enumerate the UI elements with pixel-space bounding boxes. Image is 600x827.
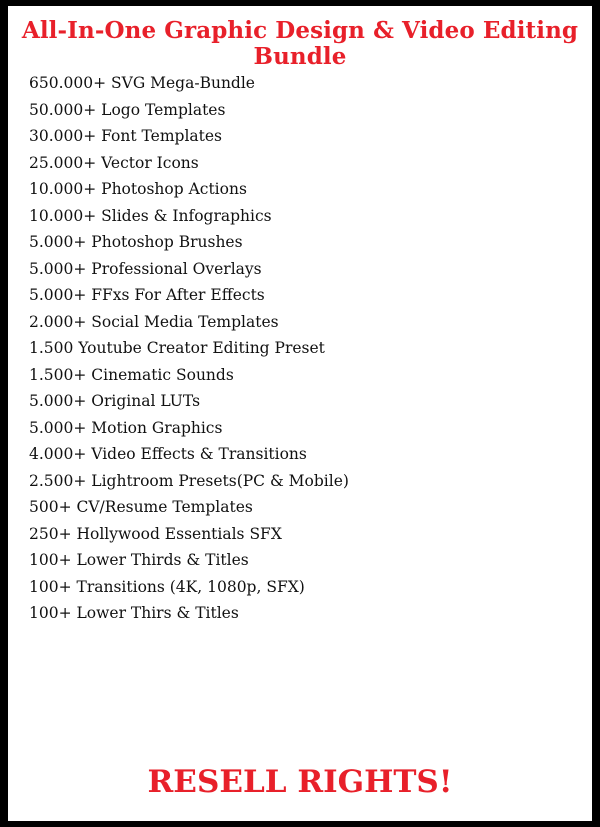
resell-rights-banner: RESELL RIGHTS! — [147, 764, 453, 800]
list-item: 5.000+ Original LUTs — [29, 392, 201, 410]
list-item: 10.000+ Slides & Infographics — [29, 206, 272, 225]
list-item: 2.500+ Lightroom Presets(PC & Mobile) — [29, 471, 349, 490]
list-item: 5.000+ Photoshop Brushes — [29, 233, 243, 251]
list-item: 5.000+ Professional Overlays — [29, 259, 262, 278]
list-item: 50.000+ Logo Templates — [29, 100, 226, 119]
bundle-item-list — [29, 70, 349, 627]
list-item: 4.000+ Video Effects & Transitions — [29, 445, 307, 463]
list-item: 30.000+ Font Templates — [29, 127, 223, 145]
list-item: 25.000+ Vector Icons — [29, 153, 199, 172]
list-item: 1.500+ Cinematic Sounds — [29, 365, 234, 384]
list-item: 5.000+ Motion Graphics — [29, 418, 223, 437]
list-item: 500+ CV/Resume Templates — [29, 498, 253, 516]
list-item: 5.000+ FFxs For After Effects — [29, 286, 265, 304]
list-item: 100+ Lower Thirs & Titles — [29, 604, 239, 622]
flyer-card — [8, 6, 592, 821]
list-item: 100+ Lower Thirds & Titles — [29, 551, 249, 569]
bundle-title: All-In-One Graphic Design & Video Editing Bundle — [21, 17, 579, 70]
list-item: 1.500 Youtube Creator Editing Preset — [29, 339, 325, 357]
list-item: 10.000+ Photoshop Actions — [29, 180, 247, 198]
list-item: 2.000+ Social Media Templates — [29, 312, 279, 331]
list-item: 100+ Transitions (4K, 1080p, SFX) — [29, 577, 305, 596]
list-item: 650.000+ SVG Mega-Bundle — [29, 74, 255, 92]
list-item: 250+ Hollywood Essentials SFX — [29, 524, 282, 543]
